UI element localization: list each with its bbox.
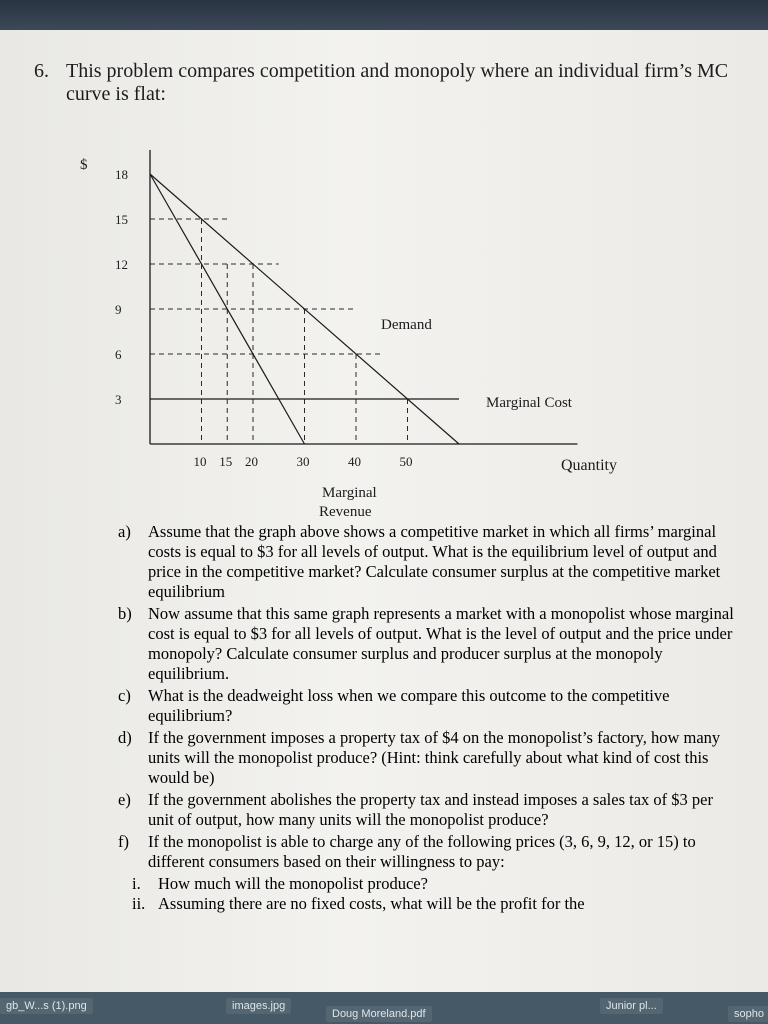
question-label: b) — [118, 604, 132, 623]
question-label: d) — [118, 728, 132, 747]
subquestion-i — [112, 874, 742, 894]
x-tick-label: 30 — [296, 454, 310, 469]
subquestion-label: ii. — [132, 894, 146, 913]
subquestion-label: i. — [132, 874, 141, 893]
question-e — [112, 790, 742, 830]
y-tick-label: 18 — [115, 167, 128, 182]
question-f — [112, 832, 742, 872]
y-tick-label: 9 — [115, 302, 122, 317]
question-label: c) — [118, 686, 131, 705]
question-text: If the monopolist is able to charge any of the following prices (3, 6, 9, 12, or 15) to different consumers based on their willingness to pay: — [148, 832, 696, 871]
x-tick-label: 15 — [219, 454, 233, 469]
question-a — [112, 522, 742, 602]
question-text: Assume that the graph above shows a competitive market in which all firms’ marginal costs is equal to $3 for all levels of output. What is the equilibrium level of output and price in the competitive market? Calculate consumer surplus at the competitive market equilibrium — [148, 522, 721, 601]
question-text: What is the deadweight loss when we compare this outcome to the competitive equilibrium? — [148, 686, 670, 725]
x-axis-label: Quantity — [561, 457, 617, 474]
x-tick-label: 40 — [348, 454, 361, 469]
demand-label: Demand — [381, 317, 432, 333]
taskbar-item[interactable]: Junior pl... — [600, 998, 663, 1014]
question-d — [112, 728, 742, 788]
question-label: a) — [118, 522, 131, 541]
problem-number: 6. — [34, 60, 49, 82]
y-tick-label: 15 — [115, 212, 128, 227]
x-tick-label: 10 — [193, 454, 207, 469]
question-text: If the government abolishes the property tax and instead imposes a sales tax of $3 per unit of output, how many units will the monopolist produce? — [148, 790, 713, 829]
question-label: f) — [118, 832, 129, 851]
subquestion-text: Assuming there are no fixed costs, what will be the profit for the — [158, 894, 585, 913]
question-text: Now assume that this same graph represents a market with a monopolist whose marginal cost is equal to $3 for all levels of output. What is the level of output and the price under monopoly? Calculate consumer surplus and producer surplus at the monopoly equilibrium. — [148, 604, 734, 683]
marginal-revenue-label-2: Revenue — [319, 504, 372, 520]
x-tick-label: 50 — [399, 454, 413, 469]
marginal-cost-label: Marginal Cost — [486, 395, 572, 411]
taskbar-item[interactable]: images.jpg — [226, 998, 291, 1014]
subquestion-text: How much will the monopolist produce? — [158, 874, 428, 893]
taskbar-item[interactable]: sopho — [728, 1006, 768, 1022]
marginal-revenue-label-1: Marginal — [322, 485, 377, 501]
question-c — [112, 686, 742, 726]
taskbar-item[interactable]: Doug Moreland.pdf — [326, 1006, 432, 1022]
y-axis-unit: $ — [80, 157, 88, 173]
y-tick-label: 3 — [115, 392, 122, 407]
problem-text: This problem compares competition and monopoly where an individual firm’s MC curve is flat: — [66, 60, 729, 105]
y-tick-label: 12 — [115, 257, 128, 272]
question-text: If the government imposes a property tax of $4 on the monopolist’s factory, how many units will the monopolist produce? (Hint: think carefully about what kind of cost this would be) — [148, 728, 721, 787]
questions-list — [112, 522, 742, 914]
taskbar-item[interactable]: gb_W...s (1).png — [0, 998, 93, 1014]
y-tick-label: 6 — [115, 347, 122, 362]
taskbar — [0, 992, 768, 1024]
question-label: e) — [118, 790, 131, 809]
subquestion-ii — [112, 894, 742, 914]
question-b — [112, 604, 742, 684]
x-tick-label: 20 — [245, 454, 258, 469]
